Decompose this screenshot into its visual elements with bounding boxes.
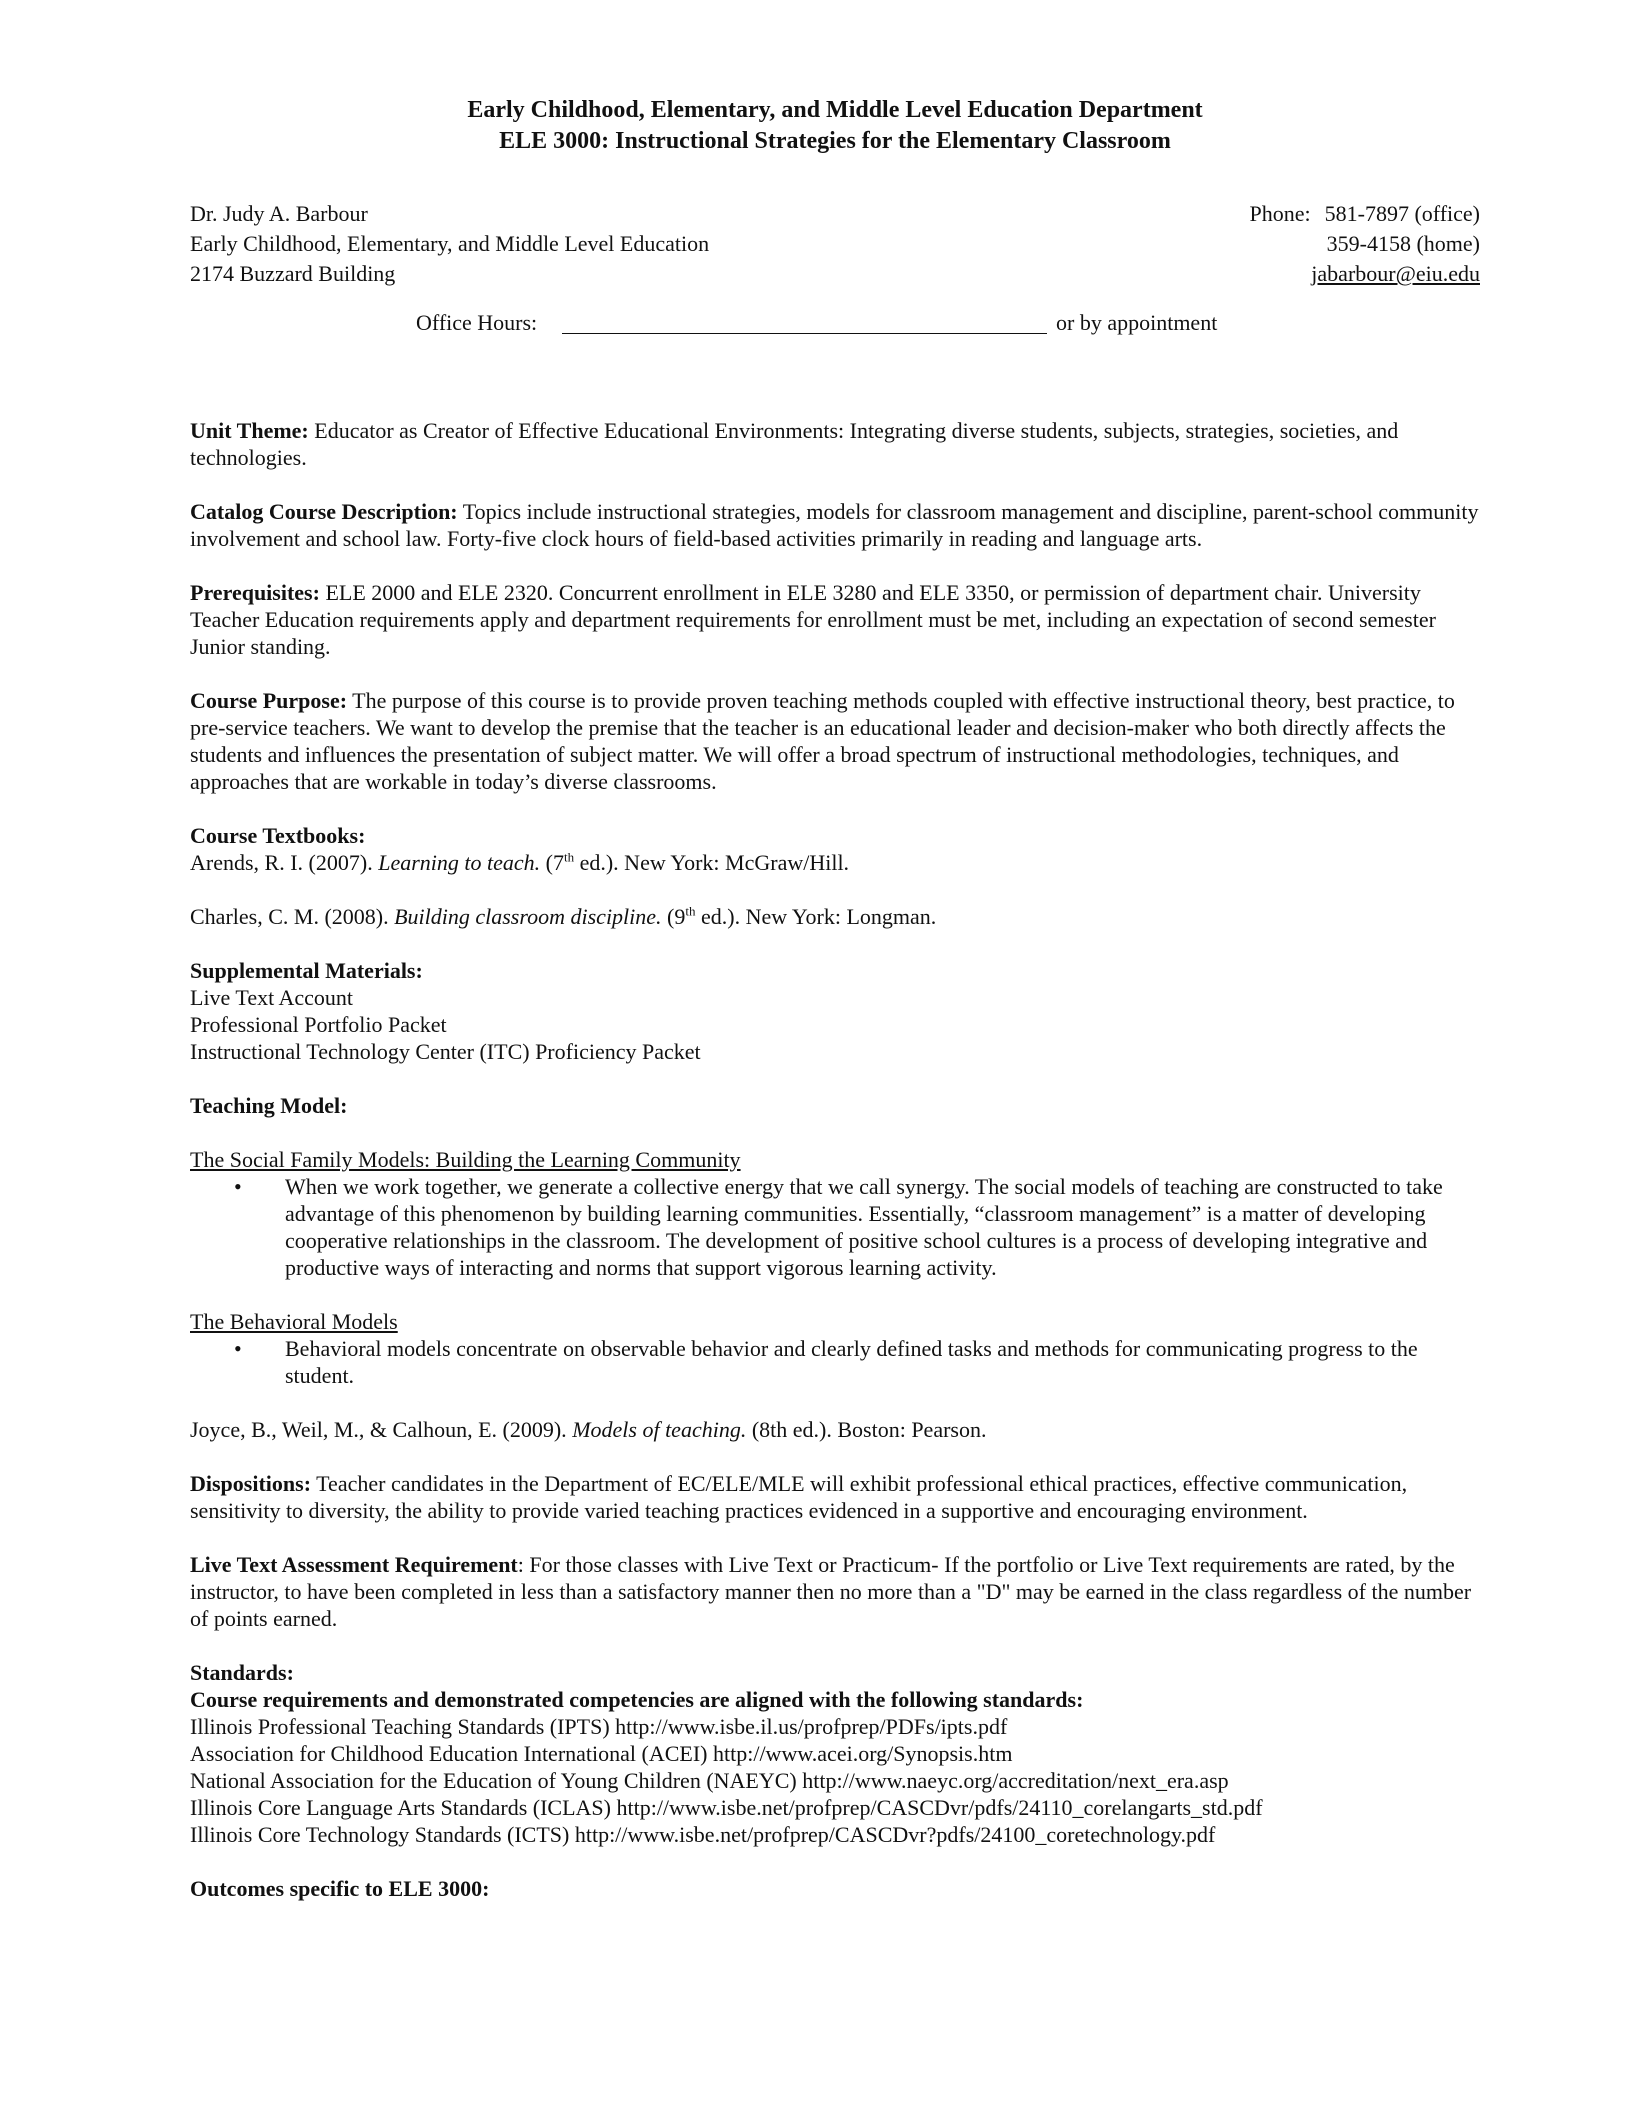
standard-item: Illinois Core Technology Standards (ICTS) http://www.isbe.net/profprep/CASCDvr?pdfs/24100_coretechnology.pdf — [190, 1822, 1216, 1847]
office-hours-suffix: or by appointment — [1056, 310, 1218, 335]
standard-item: Illinois Core Language Arts Standards (ICLAS) http://www.isbe.net/profprep/CASCDvr/pdfs/24110_corelangarts_std.pdf — [190, 1795, 1263, 1820]
instructor-info — [190, 199, 709, 289]
standards-sublabel: Course requirements and demonstrated competencies are aligned with the following standards: — [190, 1687, 1084, 1712]
standard-item: Illinois Professional Teaching Standards (IPTS) http://www.isbe.il.us/profprep/PDFs/ipts.pdf — [190, 1714, 1008, 1739]
supplemental-item: Live Text Account — [190, 985, 354, 1010]
outcomes-label: Outcomes specific to ELE 3000: — [190, 1876, 490, 1901]
textbooks-label: Course Textbooks: — [190, 823, 366, 848]
instructor-name: Dr. Judy A. Barbour — [190, 201, 368, 226]
book2-title: Building classroom discipline. — [394, 904, 662, 929]
behavioral-models-list — [190, 1335, 1480, 1389]
course-title: ELE 3000: Instructional Strategies for the Elementary Classroom — [499, 128, 1171, 154]
contact-block — [190, 199, 1480, 289]
book2-edition-sup: th — [685, 903, 696, 919]
social-models-text: When we work together, we generate a collective energy that we call synergy. The social models of teaching are constructed to take advantage of this phenomenon by building learning communities. Essentially, “classroom management” is a matter of developing cooperative relationships in the classroom. The development of positive school cultures is a process of developing integrative and productive ways of interacting and norms that support vigorous learning activity. — [285, 1174, 1443, 1280]
behavioral-models-heading: The Behavioral Models — [190, 1309, 398, 1334]
supplemental-label: Supplemental Materials: — [190, 958, 423, 983]
prerequisites-label: Prerequisites: — [190, 580, 320, 605]
dispositions-text: Teacher candidates in the Department of EC/ELE/MLE will exhibit professional ethical practices, effective communication, sensitivity to diversity, the ability to provide varied teaching practices evidenced in a supportive and encouraging environment. — [190, 1471, 1408, 1523]
standards-label: Standards: — [190, 1660, 294, 1685]
unit-theme-label: Unit Theme: — [190, 418, 309, 443]
book1-author: Arends, R. I. (2007). — [190, 850, 379, 875]
book1-edition-sup: th — [563, 849, 575, 865]
instructor-department: Early Childhood, Elementary, and Middle Level Education — [190, 231, 710, 256]
live-text-text: : For those classes with Live Text or Practicum- If the portfolio or Live Text requirements are rated, by the instructor, to have been completed in less than a satisfactory manner then no more than a "D" may be earned in the class regardless of the number of points earned. — [190, 1552, 1472, 1631]
outcomes — [190, 1875, 1480, 1902]
live-text-requirement — [190, 1551, 1480, 1632]
reference-publisher: (8th ed.). Boston: Pearson. — [746, 1417, 987, 1442]
dispositions — [190, 1470, 1480, 1524]
list-item — [190, 1335, 1480, 1389]
bullet: • — [234, 1174, 242, 1199]
social-models-list — [190, 1173, 1480, 1281]
list-item — [190, 1173, 1480, 1281]
teaching-model — [190, 1092, 1480, 1443]
course-purpose — [190, 687, 1480, 795]
email-link[interactable]: jabarbour@eiu.edu — [1311, 261, 1480, 286]
book1-title: Learning to teach. — [378, 850, 541, 875]
teaching-reference — [190, 1416, 1480, 1443]
phone-office: 581-7897 (office) — [1324, 201, 1480, 226]
phone-home: 359-4158 (home) — [1326, 231, 1480, 256]
behavioral-models-text: Behavioral models concentrate on observable behavior and clearly defined tasks and methods for communicating progress to the student. — [285, 1336, 1418, 1388]
standard-item: Association for Childhood Education International (ACEI) http://www.acei.org/Synopsis.htm — [190, 1741, 1013, 1766]
office-hours — [190, 309, 1480, 343]
reference-author: Joyce, B., Weil, M., & Calhoun, E. (2009). — [190, 1417, 573, 1442]
purpose-text: The purpose of this course is to provide proven teaching methods coupled with effective instructional theory, best practice, to pre-service teachers. We want to develop the premise that the teacher is an educational leader and decision-maker who both directly affects the students and influences the presentation of subject matter. We will offer a broad spectrum of instructional methodologies, techniques, and approaches that are workable in today’s diverse classrooms. — [190, 688, 1455, 794]
department-title: Early Childhood, Elementary, and Middle Level Education Department — [467, 97, 1203, 123]
catalog-label: Catalog Course Description: — [190, 499, 458, 524]
office-hours-label: Office Hours: — [416, 310, 538, 335]
live-text-label: Live Text Assessment Requirement — [190, 1552, 518, 1577]
catalog-text: Topics include instructional strategies, models for classroom management and discipline, parent-school community involvement and school law. Forty-five clock hours of field-based activities primarily in reading and language arts. — [190, 499, 1479, 551]
phone-label: Phone: — [1249, 201, 1311, 226]
supplemental-item: Professional Portfolio Packet — [190, 1012, 447, 1037]
textbook-charles — [190, 903, 1480, 930]
social-models-heading: The Social Family Models: Building the Learning Community — [190, 1147, 741, 1172]
book1-edition: (7 — [540, 850, 564, 875]
supplemental-materials — [190, 957, 1480, 1065]
teaching-model-label: Teaching Model: — [190, 1093, 348, 1118]
textbook-arends — [190, 849, 1480, 876]
office-hours-blank-line — [562, 333, 1047, 334]
book2-publisher: ed.). New York: Longman. — [695, 904, 937, 929]
bullet: • — [234, 1336, 242, 1361]
standards — [190, 1659, 1480, 1848]
catalog-description — [190, 498, 1480, 552]
purpose-label: Course Purpose: — [190, 688, 348, 713]
unit-theme — [190, 417, 1480, 471]
course-textbooks — [190, 822, 1480, 930]
unit-theme-text: Educator as Creator of Effective Educational Environments: Integrating diverse students, subjects, strategies, societies, and technologies. — [190, 418, 1399, 470]
book2-author: Charles, C. M. (2008). — [190, 904, 395, 929]
supplemental-item: Instructional Technology Center (ITC) Proficiency Packet — [190, 1039, 701, 1064]
prerequisites-text: ELE 2000 and ELE 2320. Concurrent enrollment in ELE 3280 and ELE 3350, or permission of department chair. University Teacher Education requirements apply and department requirements for enrollment must be met, including an expectation of second semester Junior standing. — [190, 580, 1436, 659]
standard-item: National Association for the Education of Young Children (NAEYC) http://www.naeyc.org/accreditation/next_era.asp — [190, 1768, 1229, 1793]
prerequisites — [190, 579, 1480, 660]
book1-publisher: ed.). New York: McGraw/Hill. — [574, 850, 850, 875]
syllabus-page — [190, 95, 1480, 1902]
reference-title: Models of teaching. — [572, 1417, 747, 1442]
book2-edition: (9 — [661, 904, 686, 929]
instructor-office: 2174 Buzzard Building — [190, 261, 396, 286]
dispositions-label: Dispositions: — [190, 1471, 312, 1496]
instructor-contact — [1250, 199, 1481, 289]
